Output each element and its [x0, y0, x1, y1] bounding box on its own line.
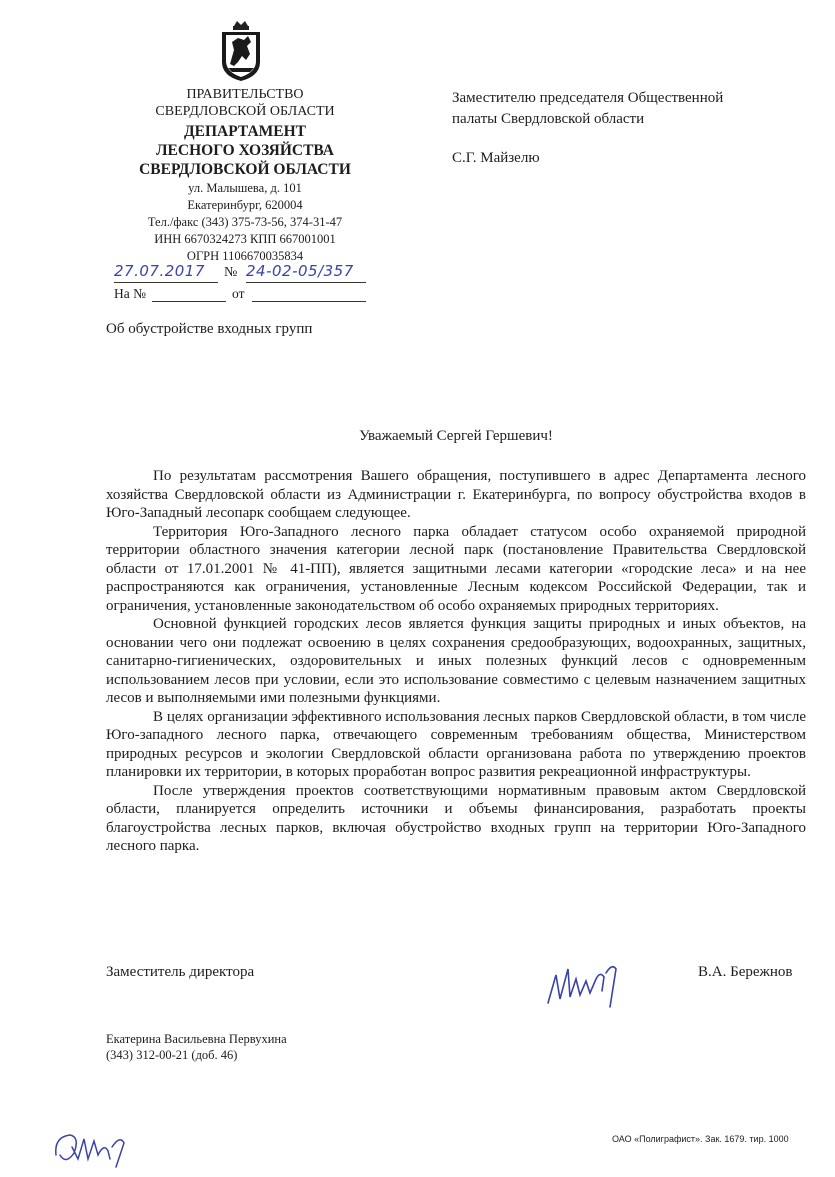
ref-date-blank — [252, 286, 366, 302]
dept-line: СВЕРДЛОВСКОЙ ОБЛАСТИ — [139, 161, 351, 178]
reg-number: 24-02-05/357 — [246, 262, 366, 283]
paragraph: После утверждения проектов соответствующими нормативным правовым актом Свердловской области, планируется определить источники и объемы финансирования, разработать проекты благоустройства лесных парков, включая обустройство входных групп на территории Юго-Западного лесного парка. — [106, 782, 806, 854]
executor-name: Екатерина Васильевна Первухина — [106, 1032, 287, 1046]
department-name — [100, 122, 390, 179]
signer-position: Заместитель директора — [106, 964, 255, 980]
paragraph: В целях организации эффективного использования лесных парков Свердловской области, в том числе Юго-западного лесного парка, отвечающего современным требованиям общества, Министерством природных ресурсов и экологии Свердловской области организована работа по утверждению проектов планировки их территории, в которых проработан вопрос развития рекреационной инфраструктуры. — [106, 708, 806, 780]
paragraph: Основной функцией городских лесов является функция защиты природных и иных объектов, на основании чего они подлежат освоению в целях сохранения средообразующих, водоохранных, защитных, санитарно-гигиенических, оздоровительных и иных полезных функций лесов с одновременным использованием лесов при условии, если это использование совместимо с целевым назначением защитных лесов и выполняемыми ими полезными функциями. — [106, 616, 806, 706]
addressee — [452, 88, 723, 169]
registration-line — [112, 262, 366, 284]
printer-footer: ОАО «Полиграфист». Зак. 1679. тир. 1000 — [612, 1134, 789, 1144]
paragraph: Территория Юго-Западного лесного парка обладает статусом особо охраняемой природной территории областного значения категории лесной парк (постановление Правительства Свердловской области от 17.01.2001 № 41-ПП), является защитными лесами категории «городские леса» и на нее распространяются как ограничения, установленные Лесным кодексом Российской Федерации, так и ограничения, установленные законодательством об особо охраняемых природных территориях. — [106, 523, 806, 614]
signer-name: В.А. Бережнов — [698, 964, 793, 980]
reference-line — [112, 286, 366, 304]
letter-body — [106, 467, 806, 856]
addressee-line: Заместителю председателя Общественной — [452, 90, 724, 106]
dept-line: ЛЕСНОГО ХОЗЯЙСТВА — [156, 142, 334, 159]
inn-line: ИНН 6670324273 КПП 667001001 — [154, 232, 336, 246]
ref-number-blank — [152, 286, 226, 302]
paragraph: По результатам рассмотрения Вашего обращения, поступившего в адрес Департамента лесного хозяйства Свердловской области из Администрации г. Екатеринбурга, по вопросу обустройства входов в Юго-Западный лесопарк сообщаем следующее. — [106, 468, 806, 521]
ref-from-label: от — [232, 286, 245, 301]
coat-of-arms-icon — [220, 20, 262, 82]
org-line: СВЕРДЛОВСКОЙ ОБЛАСТИ — [155, 104, 335, 119]
letter-subject: Об обустройстве входных групп — [106, 321, 313, 337]
ogrn-line: ОГРН 1106670035834 — [186, 249, 304, 263]
ref-label: На № — [114, 286, 146, 301]
city-line: Екатеринбург, 620004 — [187, 198, 303, 212]
phone-line: Тел./факс (343) 375-73-56, 374-31-47 — [147, 215, 343, 229]
dept-line: ДЕПАРТАМЕНТ — [183, 123, 307, 140]
contact-block — [100, 180, 390, 265]
reg-date: 27.07.2017 — [114, 262, 218, 283]
approval-initials-icon — [50, 1125, 140, 1170]
executor-phone: (343) 312-00-21 (доб. 46) — [106, 1048, 238, 1062]
addressee-line: палаты Свердловской области — [452, 111, 645, 127]
executor-block — [106, 1031, 287, 1063]
addressee-name: С.Г. Майзелю — [452, 150, 540, 166]
org-name — [100, 86, 390, 120]
org-line: ПРАВИТЕЛЬСТВО — [186, 87, 304, 102]
reg-no-label: № — [224, 265, 238, 280]
salutation: Уважаемый Сергей Гершевич! — [359, 428, 553, 444]
address-line: ул. Малышева, д. 101 — [188, 181, 302, 195]
handwritten-signature-icon — [540, 955, 630, 1010]
